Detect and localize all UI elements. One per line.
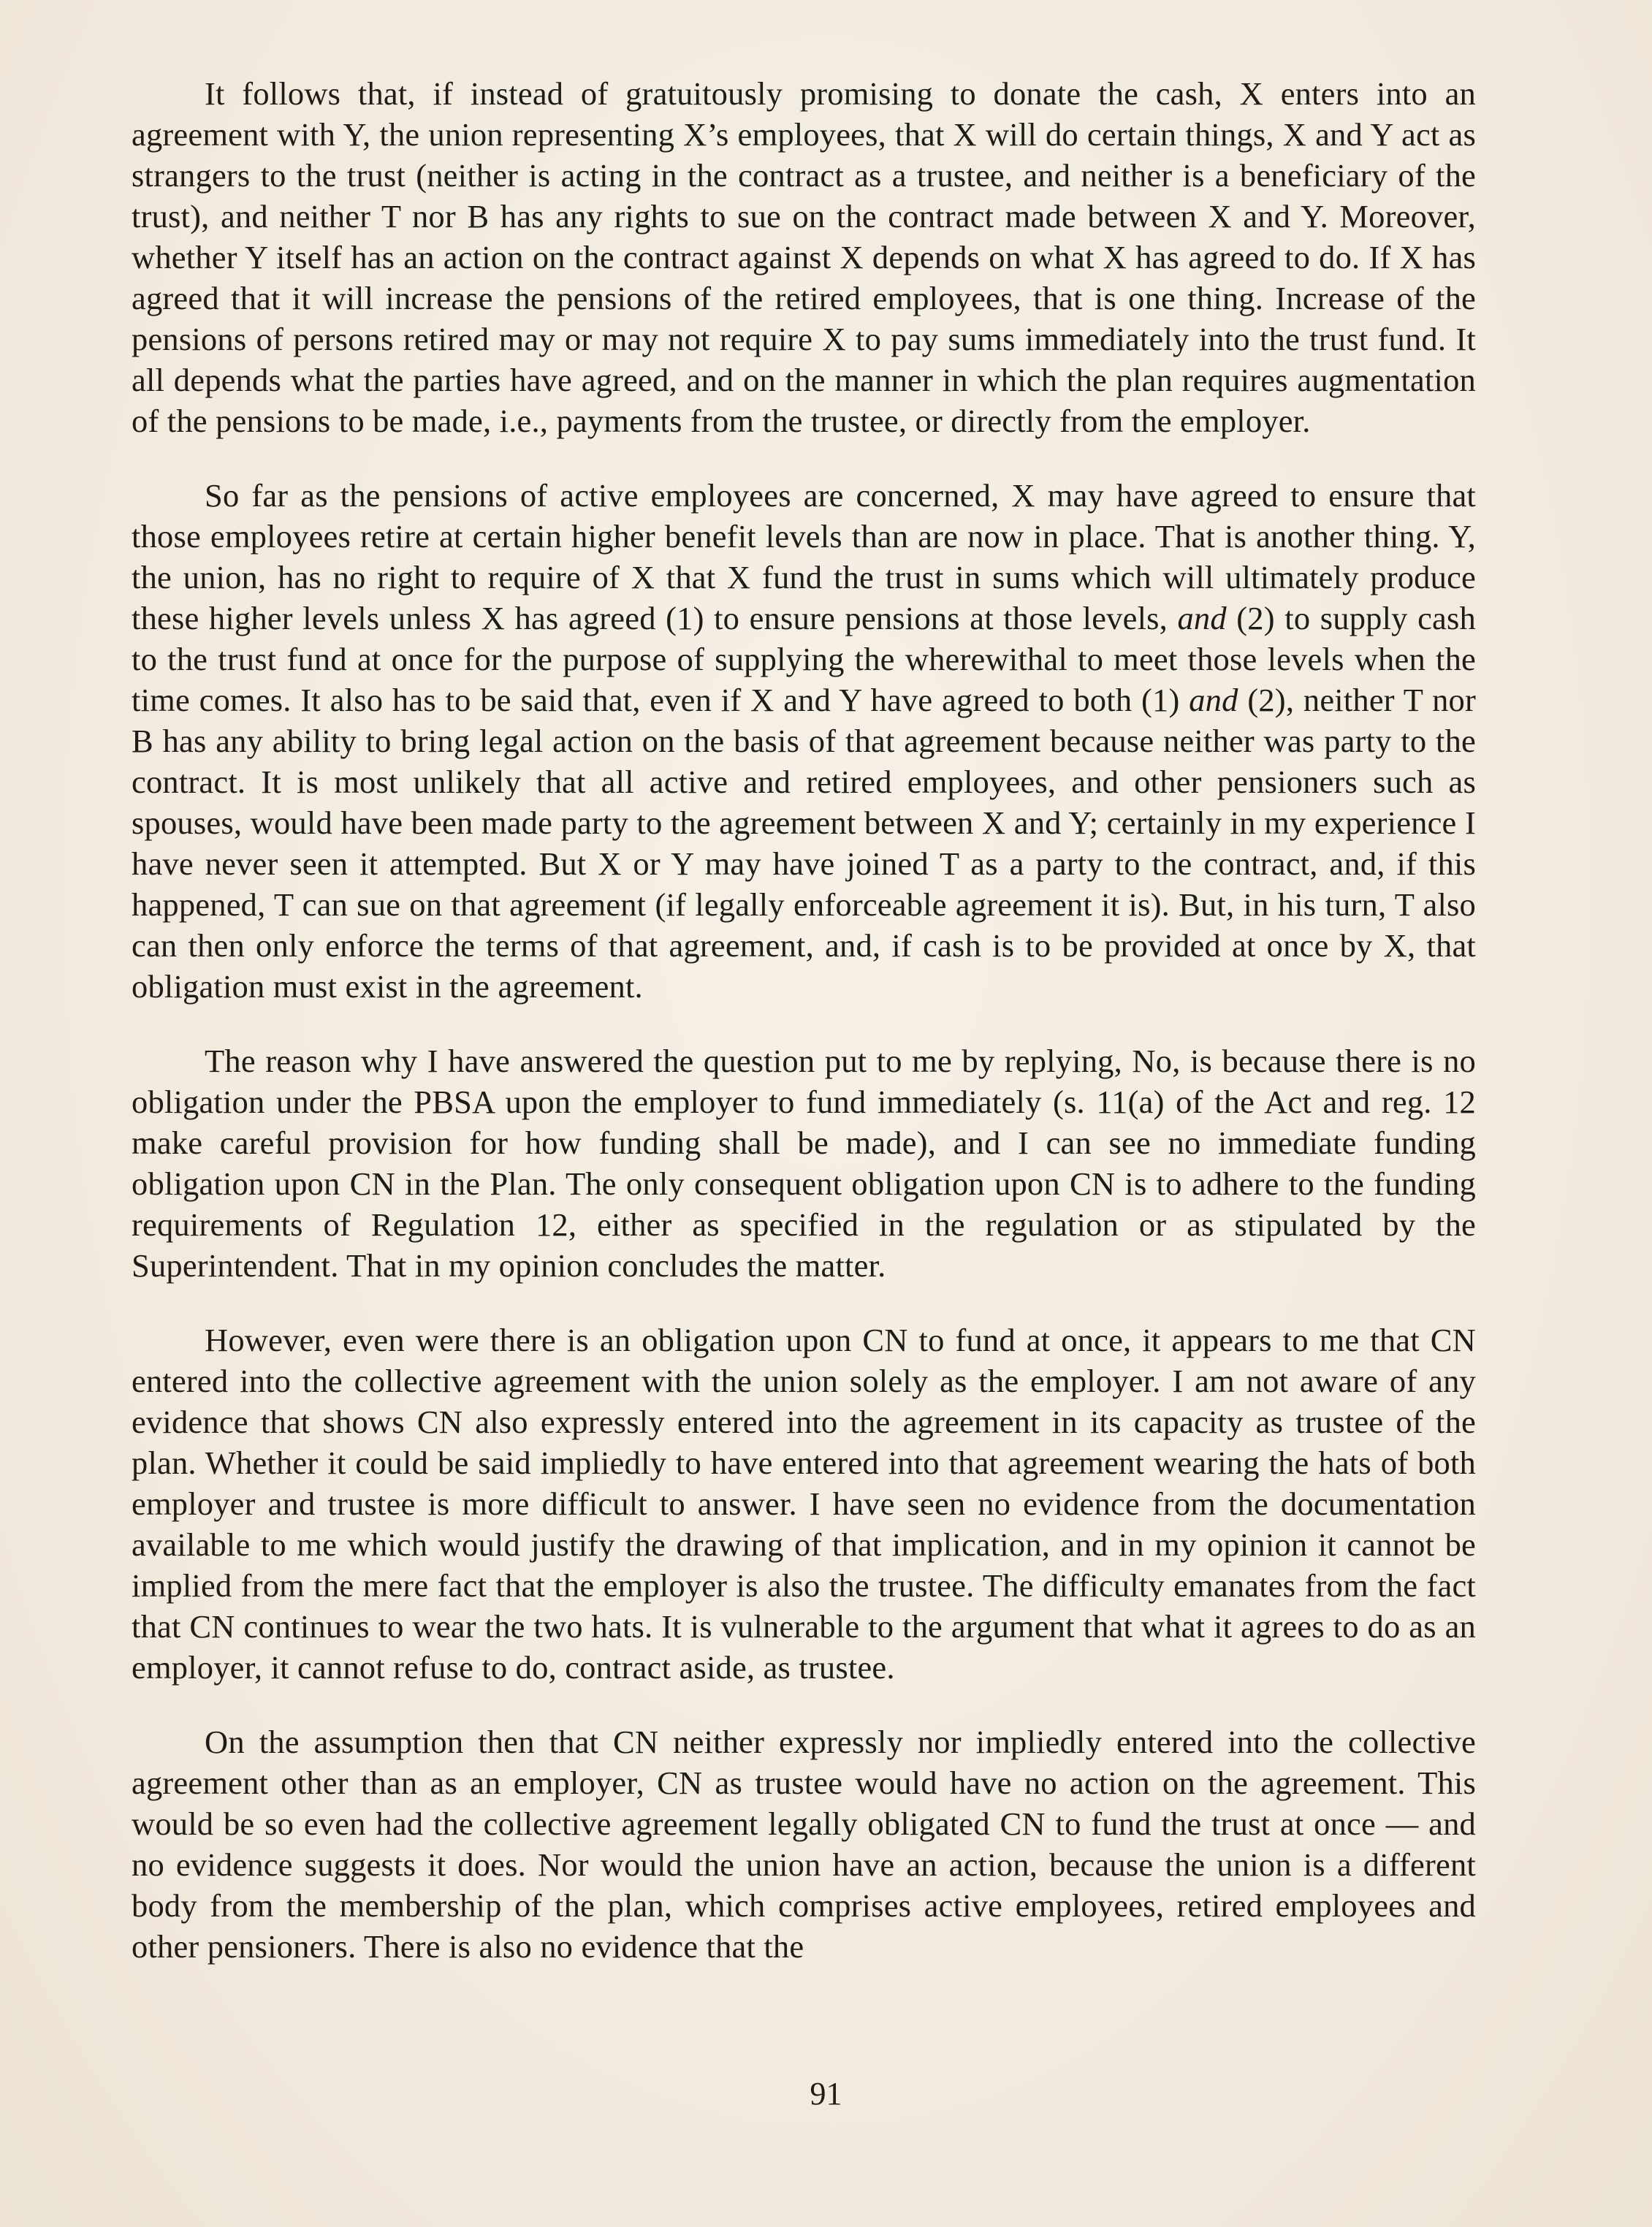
paragraph-4 (132, 1320, 1476, 1688)
paragraph-text: (2), neither T nor B has any ability to bring legal action on the basis of that agreement because neither was party to the contract. It is most unlikely that all active and retired employees, and other pensioners such as spouses, would have been made party to the agreement between X and Y; certainly in my experience I have never seen it attempted. But X or Y may have joined T as a party to the contract, and, if this happened, T can sue on that agreement (if legally enforceable agreement it is). But, in his turn, T also can then only enforce the terms of that agreement, and, if cash is to be provided at once by X, that obligation must exist in the agreement. (132, 682, 1476, 1005)
paragraph-2 (132, 475, 1476, 1007)
body-text (132, 73, 1476, 2001)
paragraph-3 (132, 1040, 1476, 1286)
paragraph-1 (132, 73, 1476, 441)
paragraph-text: On the assumption then that CN neither expressly nor impliedly entered into the collective agreement other than as an employer, CN as trustee would have no action on the agreement. This would be so even had the collective agreement legally obligated CN to fund the trust at once — and no evidence suggests it does. Nor would the union have an action, because the union is a different body from the membership of the plan, which comprises active employees, retired employees and other pensioners. There is also no evidence that the (132, 1724, 1476, 1965)
paragraph-text: The reason why I have answered the question put to me by replying, No, is because there is no obligation under the PBSA upon the employer to fund immediately (s. 11(a) of the Act and reg. 12 make careful provision for how funding shall be made), and I can see no immediate funding obligation upon CN in the Plan. The only consequent obligation upon CN is to adhere to the funding requirements of Regulation 12, either as specified in the regulation or as stipulated by the Superintendent. That in my opinion concludes the matter. (132, 1043, 1476, 1284)
paragraph-text: So far as the pensions of active employees are concerned, X may have agreed to ensure that those employees retire at certain higher benefit levels than are now in place. That is another thing. Y, the union, has no right to require of X that X fund the trust in sums which will ultimately produce these higher levels unless X has agreed (1) to ensure pensions at those levels, (132, 477, 1476, 636)
emphasis-text: and (1177, 600, 1227, 636)
paragraph-text: It follows that, if instead of gratuitously promising to donate the cash, X enters into an agreement with Y, the union representing X’s employees, that X will do certain things, X and Y act as strangers to the trust (neither is acting in the contract as a trustee, and neither is a beneficiary of the trust), and neither T nor B has any rights to sue on the contract made between X and Y. Moreover, whether Y itself has an action on the contract against X depends on what X has agreed to do. If X has agreed that it will increase the pensions of the retired employees, that is one thing. Increase of the pensions of persons retired may or may not require X to pay sums immediately into the trust fund. It all depends what the parties have agreed, and on the manner in which the plan requires augmentation of the pensions to be made, i.e., payments from the trustee, or directly from the employer. (132, 75, 1476, 439)
paragraph-text: (2) to supply cash to the trust fund at once for the purpose of supplying the wherewithal to meet those levels when the time comes. It also has to be said that, even if X and Y have agreed to both (1) (132, 600, 1476, 718)
emphasis-text: and (1189, 682, 1238, 718)
paragraph-text: However, even were there is an obligation upon CN to fund at once, it appears to me that CN entered into the collective agreement with the union solely as the employer. I am not aware of any evidence that shows CN also expressly entered into the agreement in its capacity as trustee of the plan. Whether it could be said impliedly to have entered into that agreement wearing the hats of both employer and trustee is more difficult to answer. I have seen no evidence from the documentation available to me which would justify the drawing of that implication, and in my opinion it cannot be implied from the mere fact that the employer is also the trustee. The difficulty emanates from the fact that CN continues to wear the two hats. It is vulnerable to the argument that what it agrees to do as an employer, it cannot refuse to do, contract aside, as trustee. (132, 1322, 1476, 1686)
page-number: 91 (810, 2076, 842, 2112)
paragraph-5 (132, 1721, 1476, 1967)
